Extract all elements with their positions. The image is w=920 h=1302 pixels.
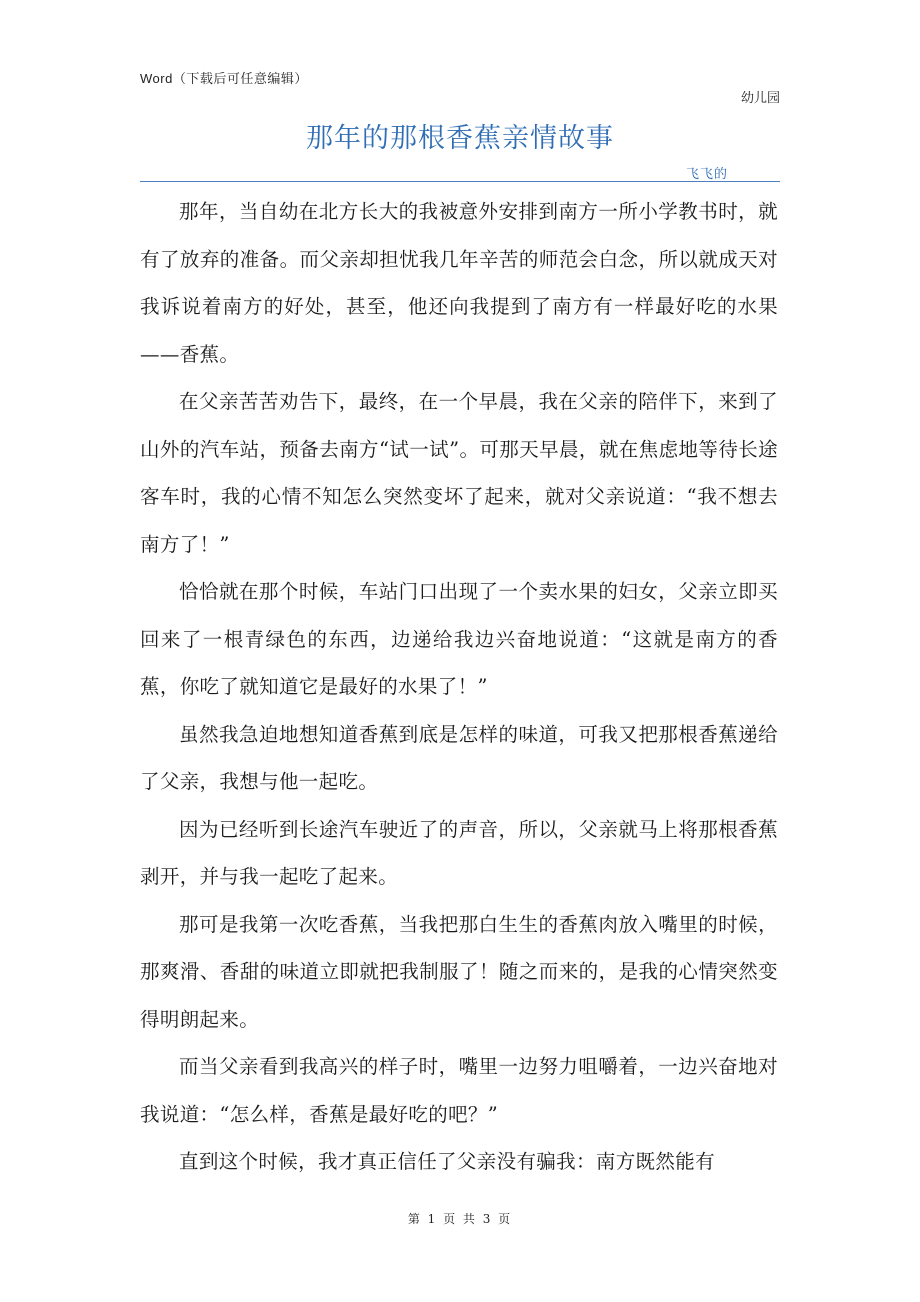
- paragraph: 虽然我急迫地想知道香蕉到底是怎样的味道，可我又把那根香蕉递给了父亲，我想与他一起吃。: [140, 722, 778, 793]
- paragraph: 恰恰就在那个时候，车站门口出现了一个卖水果的妇女，父亲立即买回来了一根青绿色的东西，边递给我边兴奋地说道：“这就是南方的香蕉，你吃了就知道它是最好的水果了！”: [140, 580, 778, 698]
- paragraph: 在父亲苦苦劝告下，最终，在一个早晨，我在父亲的陪伴下，来到了山外的汽车站，预备去南方“试一试”。可那天早晨，就在焦虑地等待长途客车时，我的心情不知怎么突然变坏了起来，就对父亲说道：“我不想去南方了！”: [140, 390, 778, 556]
- paragraph: 那可是我第一次吃香蕉，当我把那白生生的香蕉肉放入嘴里的时候，那爽滑、香甜的味道立即就把我制服了！随之而来的，是我的心情突然变得明朗起来。: [140, 912, 778, 1031]
- paragraph: 而当父亲看到我高兴的样子时，嘴里一边努力咀嚼着，一边兴奋地对我说道：“怎么样，香蕉是最好吃的吧？”: [140, 1055, 778, 1126]
- paragraph: 直到这个时候，我才真正信任了父亲没有骗我：南方既然能有: [179, 1150, 715, 1173]
- page-number: 第 1 页 共 3 页: [407, 1212, 513, 1226]
- paragraph: 因为已经听到长途汽车驶近了的声音，所以，父亲就马上将那根香蕉剥开，并与我一起吃了起来。: [140, 817, 778, 888]
- download-note: Word（下载后可任意编辑）: [140, 71, 308, 86]
- author-name: 飞飞的: [686, 167, 729, 182]
- article-body: [140, 188, 778, 1186]
- document-title: 那年的那根香蕉亲情故事: [306, 123, 614, 154]
- category-label: 幼儿园: [740, 91, 780, 106]
- title-divider: [140, 181, 780, 182]
- paragraph: 那年，当自幼在北方长大的我被意外安排到南方一所小学教书时，就有了放弃的准备。而父亲却担忧我几年辛苦的师范会白念，所以就成天对我诉说着南方的好处，甚至，他还向我提到了南方有一样最好吃的水果——香蕉。: [140, 200, 778, 366]
